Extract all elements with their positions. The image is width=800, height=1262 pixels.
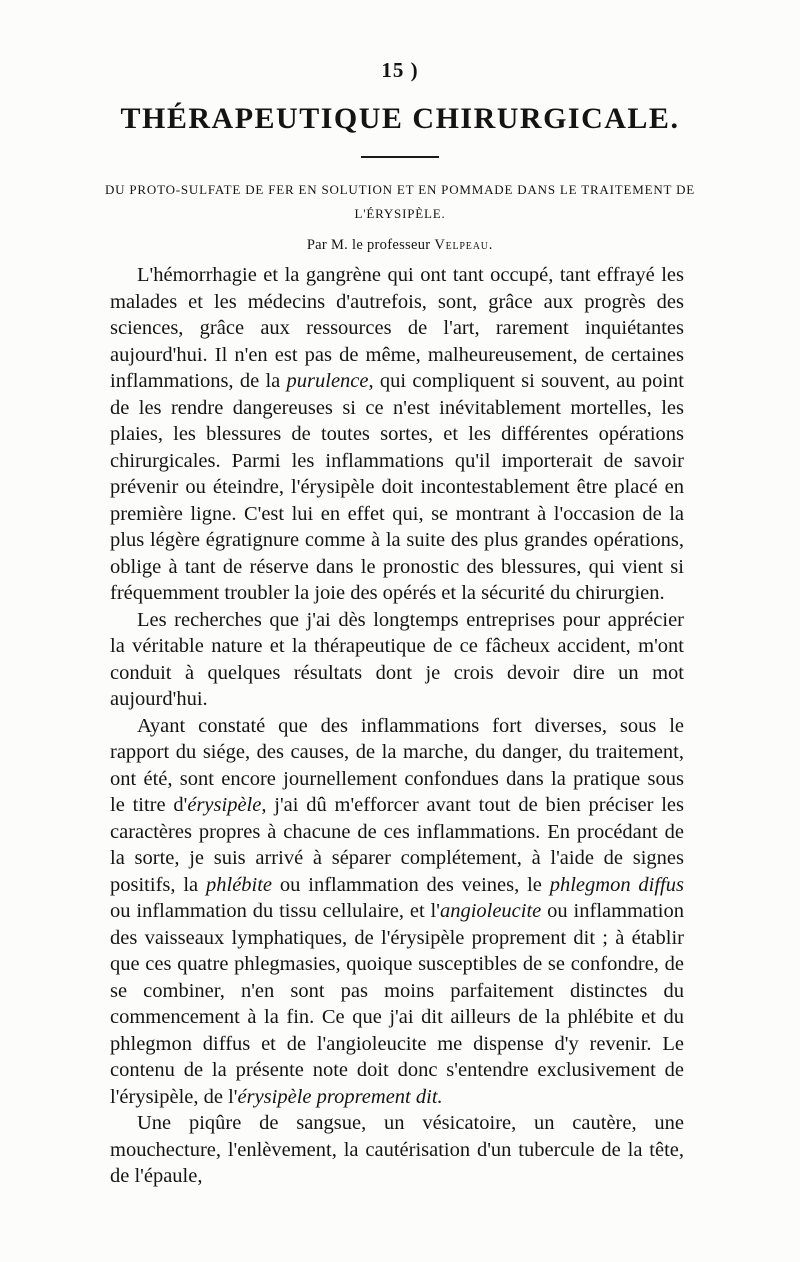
text-segment: ou inflammation du tissu cellulaire, et l' <box>110 900 440 922</box>
text-segment: Les recherches que j'ai dès longtemps entreprises pour apprécier la véritable nature et la thérapeutique de ce fâcheux accident, m'ont conduit à quelques résultats dont je crois devoir dire un mot aujourd'hui. <box>110 608 684 710</box>
italic-term: érysipèle <box>187 794 262 816</box>
paragraph <box>110 1110 684 1190</box>
paragraph <box>110 607 684 713</box>
section-title: THÉRAPEUTIQUE CHIRURGICALE. <box>120 102 680 135</box>
italic-term: angioleucite <box>439 900 542 922</box>
article-title: DU PROTO-SULFATE DE FER EN SOLUTION ET EN POMMADE DANS LE TRAITEMENT DE L'ÉRYSIPÈLE. <box>104 182 696 221</box>
text-segment: L'hémorrhagie et la gangrène qui ont tant occupé, tant effrayé les malades et les médecins d'autrefois, sont, grâce aux progrès des sciences, grâce aux ressources de l'art, rarement inquiétantes aujourd'hui. Il n'en est pas de même, malheureusement, de certaines inflammations, de la <box>110 264 684 392</box>
byline-prefix: Par M. le professeur <box>306 237 431 253</box>
text-segment: , j'ai dû m'efforcer avant tout de bien préciser les caractères propres à chacune de ces inflammations. En procédant de la sorte, je suis arrivé à séparer complétement, à l'aide de signes positifs, la <box>110 794 684 896</box>
author-name: Velpeau. <box>434 237 494 253</box>
italic-term: érysipèle proprement dit. <box>237 1085 443 1108</box>
italic-term: phlébite <box>206 873 273 896</box>
text-segment: ou inflammation des veines, le <box>272 873 550 896</box>
paragraph <box>110 713 684 1111</box>
title-divider <box>361 156 439 158</box>
text-segment: ou inflammation des vaisseaux lymphatiques, de l'érysipèle proprement dit ; à établir que ces quatre phlegmasies, quoique susceptibles de se confondre, de se combiner, n'en sont pas moins parfaitement distinctes du commencement à la fin. Ce que j'ai dit ailleurs de la phlébite et du phlegmon diffus et de l'angioleucite me dispense d'y revenir. Le contenu de la présente note doit donc s'entendre exclusivement de l'érysipèle, de l' <box>110 900 685 1108</box>
page-number: 15 ) <box>381 58 419 82</box>
article-body <box>110 262 684 1190</box>
text-segment: , qui compliquent si souvent, au point de les rendre dangereuses si ce n'est inévitablement mortelles, les plaies, les blessures de toutes sortes, et les différentes opérations chirurgicales. Parmi les inflammations qu'il importerait de savoir prévenir ou éteindre, l'érysipèle doit incontestablement être placé en première ligne. C'est lui en effet qui, se montrant à l'occasion de la plus légère égratignure comme à la suite des plus grandes opérations, oblige à tant de réserve dans le pronostic des blessures, qui vient si fréquemment troubler la joie des opérés et la sécurité du chirurgien. <box>110 370 684 604</box>
italic-term: purulence <box>286 370 369 392</box>
italic-term: phlegmon diffus <box>549 873 684 896</box>
byline <box>100 237 700 254</box>
paragraph <box>110 262 684 607</box>
text-segment: Une piqûre de sangsue, un vésicatoire, un cautère, une mouchecture, l'enlèvement, la cautérisation d'un tubercule de la tête, de l'épaule, <box>110 1112 684 1187</box>
text-segment: Ayant constaté que des inflammations fort diverses, sous le rapport du siége, des causes, de la marche, du danger, du traitement, ont été, sont encore journellement confondues dans la pratique sous le titre d' <box>110 714 684 816</box>
